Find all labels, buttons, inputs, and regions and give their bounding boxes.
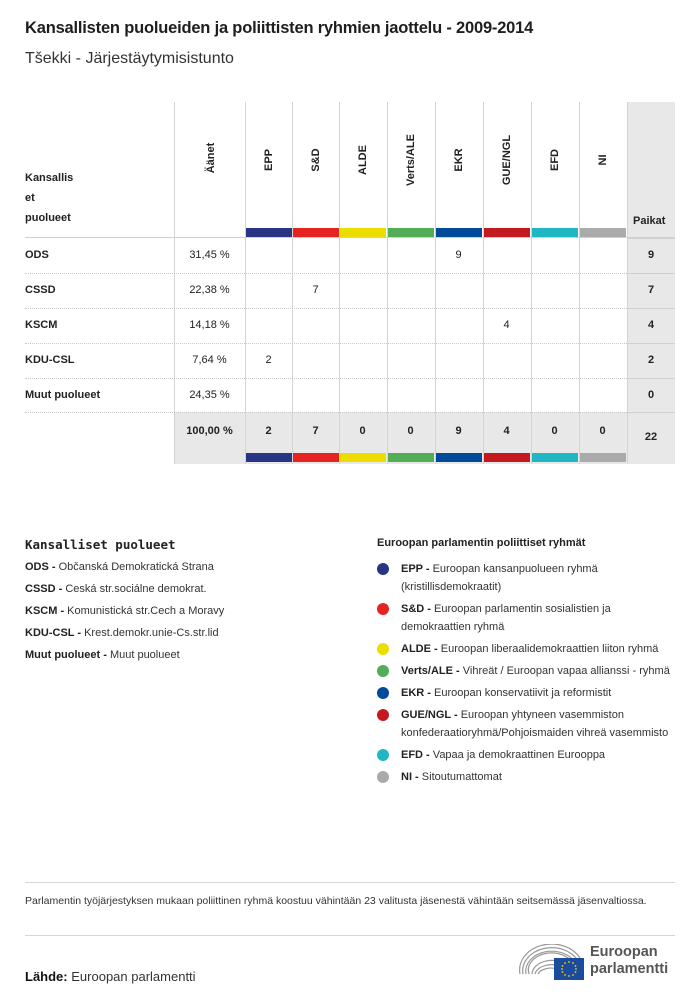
group-color-dot-icon: [377, 563, 389, 575]
party-header-line: Kansallis: [25, 172, 74, 184]
logo-line: Euroopan: [590, 944, 658, 960]
group-color-bar: [532, 453, 578, 462]
row-divider: [25, 343, 627, 344]
group-color-bar: [484, 228, 530, 237]
seats-row-divider: [627, 343, 675, 344]
votes-cell: 31,45 %: [189, 249, 230, 261]
national-parties-legend-title: Kansalliset puolueet: [25, 537, 176, 552]
group-color-bar: [436, 453, 482, 462]
seats-row-divider: [627, 273, 675, 274]
group-total-seats: 7: [312, 425, 319, 437]
source: [25, 969, 196, 984]
legend-item: Verts/ALE - Vihreät / Euroopan vapaa allianssi - ryhmä: [377, 662, 677, 680]
group-color-bar: [388, 453, 434, 462]
group-total-seats: 4: [503, 425, 510, 437]
legend-item: EKR - Euroopan konservatiivit ja reformistit: [377, 684, 677, 702]
group-color-bar: [246, 228, 292, 237]
political-groups-legend: [377, 537, 677, 790]
seats-row-divider: [627, 378, 675, 379]
group-header-epp: EPP: [262, 149, 275, 172]
group-seats-cell: 9: [455, 249, 462, 261]
legend-item: KSCM - Komunistická str.Cech a Moravy: [25, 605, 225, 617]
column-divider: [579, 102, 580, 464]
row-total-seats: 4: [647, 319, 655, 331]
party-header-line: et: [25, 192, 35, 204]
group-total-seats: 0: [407, 425, 414, 437]
group-total-seats: 0: [359, 425, 366, 437]
party-name: CSSD: [25, 284, 56, 296]
votes-cell: 7,64 %: [192, 354, 227, 366]
group-header-guengl: GUE/NGL: [500, 134, 513, 186]
legend-item: KDU-CSL - Krest.demokr.unie-Cs.str.lid: [25, 627, 219, 639]
group-color-bar: [246, 453, 292, 462]
source-label: Lähde:: [25, 969, 68, 984]
group-color-bar: [484, 453, 530, 462]
party-name: KSCM: [25, 319, 58, 331]
group-color-dot-icon: [377, 749, 389, 761]
row-total-seats: 2: [647, 354, 655, 366]
legend-item: EPP - Euroopan kansanpuolueen ryhmä (kristillisdemokraatit): [377, 560, 677, 596]
group-color-dot-icon: [377, 665, 389, 677]
group-header-sd: S&D: [309, 148, 322, 172]
party-name: KDU-CSL: [25, 354, 75, 366]
grand-total-seats: 22: [644, 431, 658, 443]
group-header-ekr: EKR: [452, 148, 465, 172]
party-header-line: puolueet: [25, 212, 71, 224]
row-divider: [25, 378, 627, 379]
row-divider: [25, 412, 627, 413]
legend-item: Muut puolueet - Muut puolueet: [25, 649, 180, 661]
footnote: Parlamentin työjärjestyksen mukaan poliittinen ryhmä koostuu vähintään 23 valitusta jäsenestä vähintään seitsemässä jäsenvaltiossa.: [25, 895, 647, 907]
source-value: Euroopan parlamentti: [71, 969, 196, 984]
row-divider: [25, 273, 627, 274]
group-header-vertsale: Verts/ALE: [404, 134, 417, 186]
divider: [25, 935, 675, 936]
total-votes: 100,00 %: [186, 425, 233, 437]
logo-line: parlamentti: [590, 961, 669, 977]
group-header-alde: ALDE: [356, 145, 369, 175]
group-color-dot-icon: [377, 771, 389, 783]
column-divider: [435, 102, 436, 464]
column-divider: [627, 102, 628, 464]
group-color-bar: [580, 453, 626, 462]
divider: [25, 882, 675, 883]
group-seats-cell: 2: [265, 354, 272, 366]
legend-item: NI - Sitoutumattomat: [377, 768, 677, 786]
political-groups-legend-title: Euroopan parlamentin poliittiset ryhmät: [377, 537, 586, 549]
row-total-seats: 7: [647, 284, 655, 296]
header-divider: [25, 237, 675, 238]
legend-item: ODS - Občanská Demokratická Strana: [25, 561, 214, 573]
row-total-seats: 0: [647, 389, 655, 401]
seat-distribution-table: [25, 102, 675, 464]
legend-item: S&D - Euroopan parlamentin sosialistien ja demokraattien ryhmä: [377, 600, 677, 636]
group-seats-cell: 7: [312, 284, 319, 296]
group-color-bar: [293, 228, 339, 237]
seats-header: Paikat: [633, 215, 666, 227]
seats-row-divider: [627, 308, 675, 309]
legend-item: GUE/NGL - Euroopan yhtyneen vasemmiston konfederaatioryhmä/Pohjoismaiden vihreä vasemmisto: [377, 706, 677, 742]
page-title: Kansallisten puolueiden ja poliittisten ryhmien jaottelu - 2009-2014: [25, 19, 534, 37]
seats-row-divider: [627, 238, 675, 239]
party-name: Muut puolueet: [25, 389, 101, 401]
group-color-bar: [340, 453, 386, 462]
legend-item: ALDE - Euroopan liberaalidemokraattien liiton ryhmä: [377, 640, 677, 658]
group-color-bar: [436, 228, 482, 237]
group-header-efd: EFD: [548, 149, 561, 171]
group-color-dot-icon: [377, 709, 389, 721]
group-header-ni: NI: [596, 154, 609, 166]
legend-item: CSSD - Ceská str.sociálne demokrat.: [25, 583, 207, 595]
group-total-seats: 0: [551, 425, 558, 437]
group-total-seats: 2: [265, 425, 272, 437]
seats-row-divider: [627, 412, 675, 413]
party-name: ODS: [25, 249, 49, 261]
logo-text: [590, 944, 668, 978]
column-divider: [339, 102, 340, 464]
group-color-dot-icon: [377, 603, 389, 615]
votes-header: Äänet: [205, 142, 217, 174]
hemicycle-flag-icon: [518, 944, 586, 982]
column-divider: [387, 102, 388, 464]
european-parliament-logo: [518, 944, 678, 984]
column-divider: [292, 102, 293, 464]
legend-item: EFD - Vapaa ja demokraattinen Eurooppa: [377, 746, 677, 764]
group-total-seats: 9: [455, 425, 462, 437]
group-color-bar: [580, 228, 626, 237]
column-divider: [483, 102, 484, 464]
group-color-bar: [532, 228, 578, 237]
national-parties-legend: [25, 537, 355, 671]
group-color-bar: [388, 228, 434, 237]
column-divider: [245, 102, 246, 464]
row-total-seats: 9: [647, 249, 655, 261]
column-divider: [531, 102, 532, 464]
seats-column-bg: [627, 102, 675, 464]
row-divider: [25, 308, 627, 309]
votes-cell: 22,38 %: [189, 284, 230, 296]
group-color-dot-icon: [377, 643, 389, 655]
group-seats-cell: 4: [503, 319, 510, 331]
votes-cell: 14,18 %: [189, 319, 230, 331]
group-total-seats: 0: [599, 425, 606, 437]
group-color-bar: [340, 228, 386, 237]
votes-cell: 24,35 %: [189, 389, 230, 401]
page-subtitle: Tšekki - Järjestäytymisistunto: [25, 50, 234, 67]
column-divider: [174, 102, 175, 238]
group-color-bar: [293, 453, 339, 462]
group-color-dot-icon: [377, 687, 389, 699]
party-header: [25, 168, 73, 228]
